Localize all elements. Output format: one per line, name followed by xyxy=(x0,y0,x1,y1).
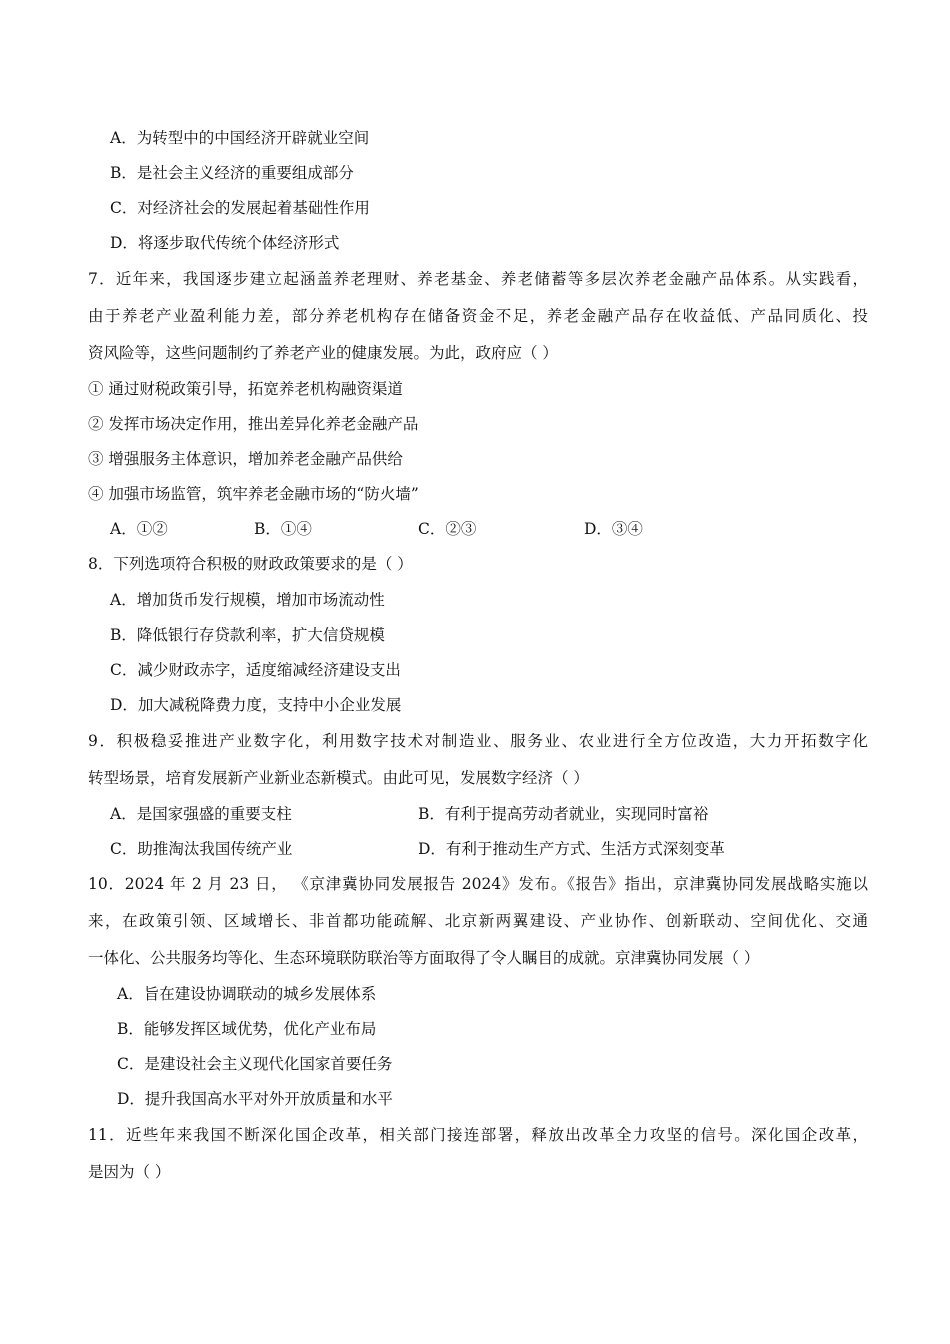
q10-option-d: D．提升我国高水平对外开放质量和水平 xyxy=(117,1090,393,1108)
q7-item-3: ③ 增强服务主体意识，增加养老金融产品供给 xyxy=(88,450,403,468)
q8-option-b: B．降低银行存贷款利率，扩大信贷规模 xyxy=(110,626,385,644)
q10-stem-line-3: 一体化、公共服务均等化、生态环境联防联治等方面取得了令人瞩目的成就。京津冀协同发展（ ） xyxy=(88,949,760,967)
q7-stem-line-3: 资风险等，这些问题制约了养老产业的健康发展。为此，政府应（ ） xyxy=(88,344,558,362)
q9-option-a: A．是国家强盛的重要支柱 xyxy=(110,805,292,823)
q6-option-d: D．将逐步取代传统个体经济形式 xyxy=(110,234,340,252)
q9-stem-line-2: 转型场景，培育发展新产业新业态新模式。由此可见，发展数字经济（ ） xyxy=(88,769,589,787)
q11-stem-line-2: 是因为（ ） xyxy=(88,1163,171,1181)
q7-item-4: ④ 加强市场监管，筑牢养老金融市场的“防火墙” xyxy=(88,485,419,503)
q10-stem-line-2: 来，在政策引领、区域增长、非首都功能疏解、北京新两翼建设、产业协作、创新联动、空间优化、交通 xyxy=(88,912,868,930)
q6-option-a: A．为转型中的中国经济开辟就业空间 xyxy=(110,129,370,147)
q10-stem-line-1: 10．2024 年 2 月 23 日， 《京津冀协同发展报告 2024》发布。《报告》指出，京津冀协同发展战略实施以 xyxy=(88,875,868,893)
q7-option-a: A．①② xyxy=(110,520,168,538)
q10-option-a: A．旨在建设协调联动的城乡发展体系 xyxy=(117,985,377,1003)
q7-option-b: B．①④ xyxy=(254,520,312,538)
q9-option-b: B．有利于提高劳动者就业，实现同时富裕 xyxy=(418,805,709,823)
q7-item-2: ② 发挥市场决定作用，推出差异化养老金融产品 xyxy=(88,415,419,433)
q7-stem-line-2: 由于养老产业盈利能力差，部分养老机构存在储备资金不足，养老金融产品存在收益低、产品同质化、投 xyxy=(88,307,868,325)
q9-option-d: D．有利于推动生产方式、生活方式深刻变革 xyxy=(418,840,725,858)
q10-option-c: C．是建设社会主义现代化国家首要任务 xyxy=(117,1055,393,1073)
q6-option-c: C．对经济社会的发展起着基础性作用 xyxy=(110,199,370,217)
q6-option-b: B．是社会主义经济的重要组成部分 xyxy=(110,164,354,182)
q9-stem-line-1: 9．积极稳妥推进产业数字化，利用数字技术对制造业、服务业、农业进行全方位改造，大力开拓数字化 xyxy=(88,732,868,750)
q8-stem: 8．下列选项符合积极的财政政策要求的是（ ） xyxy=(88,555,413,573)
q7-stem-line-1: 7．近年来，我国逐步建立起涵盖养老理财、养老基金、养老储蓄等多层次养老金融产品体系。从实践看， xyxy=(88,270,868,288)
q11-stem-line-1: 11．近些年来我国不断深化国企改革，相关部门接连部署，释放出改革全力攻坚的信号。深化国企改革， xyxy=(88,1126,868,1144)
q10-option-b: B．能够发挥区域优势，优化产业布局 xyxy=(117,1020,377,1038)
q9-option-c: C．助推淘汰我国传统产业 xyxy=(110,840,293,858)
q8-option-d: D．加大减税降费力度，支持中小企业发展 xyxy=(110,696,402,714)
q7-option-c: C．②③ xyxy=(418,520,477,538)
q7-option-d: D．③④ xyxy=(584,520,643,538)
q8-option-c: C．减少财政赤字，适度缩减经济建设支出 xyxy=(110,661,401,679)
q7-item-1: ① 通过财税政策引导，拓宽养老机构融资渠道 xyxy=(88,380,403,398)
q8-option-a: A．增加货币发行规模，增加市场流动性 xyxy=(110,591,385,609)
